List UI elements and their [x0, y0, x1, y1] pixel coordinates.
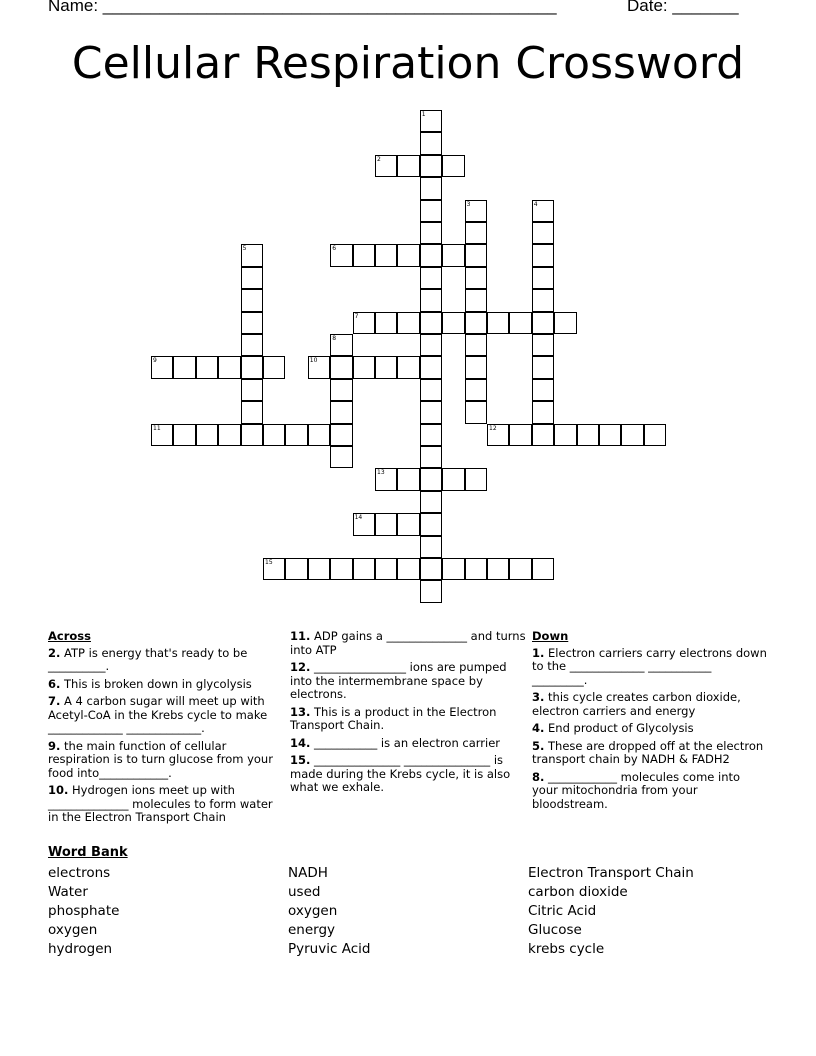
clue-number: 3	[466, 200, 471, 208]
grid-cell[interactable]	[532, 558, 554, 580]
grid-cell[interactable]	[532, 334, 554, 356]
grid-cell[interactable]	[218, 356, 240, 378]
clue-number: 15	[265, 559, 273, 566]
grid-cell[interactable]	[173, 356, 195, 378]
grid-cell[interactable]	[509, 558, 531, 580]
clue-down-4: 4. End product of Glycolysis	[532, 721, 694, 735]
grid-cell[interactable]	[330, 401, 352, 423]
grid-cell[interactable]	[397, 155, 419, 177]
word-bank-item: energy	[288, 922, 336, 938]
grid-cell[interactable]	[420, 244, 442, 266]
grid-cell[interactable]	[509, 312, 531, 334]
grid-cell[interactable]	[397, 244, 419, 266]
grid-cell[interactable]	[465, 401, 487, 423]
grid-cell[interactable]	[420, 536, 442, 558]
grid-cell[interactable]	[241, 401, 263, 423]
grid-cell[interactable]	[420, 513, 442, 535]
grid-cell[interactable]	[420, 424, 442, 446]
grid-cell[interactable]	[420, 558, 442, 580]
grid-cell[interactable]	[196, 424, 218, 446]
word-bank-heading: Word Bank	[48, 845, 128, 860]
word-bank-item: carbon dioxide	[528, 884, 628, 900]
grid-cell[interactable]	[420, 110, 442, 132]
grid-cell[interactable]	[532, 356, 554, 378]
grid-cell[interactable]	[465, 558, 487, 580]
grid-cell[interactable]	[532, 424, 554, 446]
grid-cell[interactable]	[353, 244, 375, 266]
clue-across-15: 15. _______________ _______________ is made during the Krebs cycle, it is also what we exhale.	[290, 753, 511, 794]
grid-cell[interactable]	[241, 356, 263, 378]
grid-cell[interactable]	[487, 312, 509, 334]
grid-cell[interactable]	[330, 558, 352, 580]
grid-cell[interactable]	[621, 424, 643, 446]
grid-cell[interactable]	[375, 513, 397, 535]
grid-cell[interactable]	[577, 424, 599, 446]
clue-number: 4	[533, 200, 538, 208]
grid-cell[interactable]	[420, 177, 442, 199]
grid-cell[interactable]	[308, 356, 330, 378]
word-bank-item: used	[288, 884, 321, 900]
page-title: Cellular Respiration Crossword	[71, 38, 745, 89]
grid-cell[interactable]	[599, 424, 621, 446]
grid-cell[interactable]	[442, 558, 464, 580]
grid-cell[interactable]	[241, 334, 263, 356]
grid-cell[interactable]	[420, 356, 442, 378]
grid-cell[interactable]	[375, 244, 397, 266]
clue-across-6: 6. This is broken down in glycolysis	[48, 676, 252, 691]
grid-cell[interactable]	[532, 289, 554, 311]
clue-down-5: 5. These are dropped off at the electron transport chain by NADH & FADH2	[532, 738, 764, 766]
grid-cell[interactable]	[420, 222, 442, 244]
grid-cell[interactable]	[375, 312, 397, 334]
grid-cell[interactable]	[353, 558, 375, 580]
grid-cell[interactable]	[420, 468, 442, 490]
grid-cell[interactable]	[330, 379, 352, 401]
grid-cell[interactable]	[420, 132, 442, 154]
grid-cell[interactable]	[465, 468, 487, 490]
grid-cell[interactable]	[330, 424, 352, 446]
grid-cell[interactable]	[532, 267, 554, 289]
grid-cell[interactable]	[330, 334, 352, 356]
grid-cell[interactable]	[532, 244, 554, 266]
clue-across-11: 11. ADP gains a ______________ and turns into ATP	[290, 629, 526, 657]
grid-cell[interactable]	[465, 356, 487, 378]
grid-cell[interactable]	[532, 401, 554, 423]
grid-cell[interactable]	[375, 356, 397, 378]
word-bank-item: Water	[48, 884, 88, 900]
grid-cell[interactable]	[375, 155, 397, 177]
grid-cell[interactable]	[465, 200, 487, 222]
across-heading: Across	[48, 629, 91, 643]
grid-cell[interactable]	[353, 356, 375, 378]
grid-cell[interactable]	[420, 289, 442, 311]
grid-cell[interactable]	[285, 424, 307, 446]
grid-cell[interactable]	[375, 558, 397, 580]
down-heading: Down	[532, 629, 569, 643]
word-bank-column-3	[528, 864, 694, 959]
grid-cell[interactable]	[308, 558, 330, 580]
grid-cell[interactable]	[487, 558, 509, 580]
grid-cell[interactable]	[263, 356, 285, 378]
grid-cell[interactable]	[196, 356, 218, 378]
clue-across-14: 14. ___________ is an electron carrier	[290, 735, 501, 750]
grid-cell[interactable]	[420, 491, 442, 513]
grid-cell[interactable]	[465, 289, 487, 311]
word-bank-item: Electron Transport Chain	[528, 865, 694, 881]
grid-cell[interactable]	[353, 312, 375, 334]
word-bank-column-2	[288, 864, 370, 959]
grid-cell[interactable]	[397, 356, 419, 378]
grid-cell[interactable]	[465, 267, 487, 289]
word-bank-item: hydrogen	[48, 941, 113, 957]
clue-number: 5	[242, 245, 247, 253]
word-bank-item: Citric Acid	[528, 903, 597, 919]
grid-cell[interactable]	[465, 244, 487, 266]
clue-number: 2	[377, 155, 381, 163]
grid-cell[interactable]	[532, 200, 554, 222]
grid-cell[interactable]	[509, 424, 531, 446]
clue-number: 7	[354, 312, 359, 320]
clue-down-1: 1. Electron carriers carry electrons down to the _____________ ___________ _________.	[532, 645, 767, 687]
grid-cell[interactable]	[420, 446, 442, 468]
grid-cell[interactable]	[487, 424, 509, 446]
grid-cell[interactable]	[420, 155, 442, 177]
grid-cell[interactable]	[532, 312, 554, 334]
grid-cell[interactable]	[420, 580, 442, 602]
clue-number: 8	[332, 335, 337, 342]
grid-cell[interactable]	[308, 424, 330, 446]
grid-cell[interactable]	[353, 513, 375, 535]
grid-cell[interactable]	[442, 155, 464, 177]
grid-cell[interactable]	[375, 468, 397, 490]
grid-cell[interactable]	[151, 424, 173, 446]
word-bank-item: Glucose	[528, 922, 582, 938]
grid-cell[interactable]	[218, 424, 240, 446]
grid-cell[interactable]	[285, 558, 307, 580]
clue-across-10: 10. Hydrogen ions meet up with ______________ molecules to form water in the Electron Transport Chain	[48, 783, 273, 824]
grid-cell[interactable]	[420, 334, 442, 356]
grid-cell[interactable]	[241, 312, 263, 334]
grid-cell[interactable]	[420, 267, 442, 289]
grid-cell[interactable]	[241, 379, 263, 401]
word-bank-item: phosphate	[48, 903, 120, 919]
grid-cell[interactable]	[532, 379, 554, 401]
grid-cell[interactable]	[442, 468, 464, 490]
across-clues-column-1	[48, 630, 284, 829]
word-bank-item: Pyruvic Acid	[288, 941, 371, 957]
grid-cell[interactable]	[644, 424, 666, 446]
grid-cell[interactable]	[397, 468, 419, 490]
clue-number: 14	[354, 514, 363, 522]
word-bank-item: oxygen	[288, 903, 338, 919]
grid-cell[interactable]	[465, 334, 487, 356]
grid-cell[interactable]	[554, 424, 576, 446]
clue-across-12: 12. ________________ ions are pumped into the intermembrane space by electrons.	[290, 660, 507, 701]
grid-cell[interactable]	[173, 424, 195, 446]
grid-cell[interactable]	[420, 401, 442, 423]
clue-across-2: 2. ATP is energy that's ready to be __________.	[48, 645, 248, 673]
clue-number: 12	[489, 424, 497, 432]
word-bank-item: electrons	[48, 865, 111, 881]
grid-cell[interactable]	[330, 356, 352, 378]
grid-cell[interactable]	[532, 222, 554, 244]
grid-cell[interactable]	[241, 267, 263, 289]
grid-cell[interactable]	[263, 424, 285, 446]
word-bank-item: NADH	[288, 865, 328, 881]
grid-cell[interactable]	[397, 558, 419, 580]
word-bank-column-1	[48, 864, 119, 959]
grid-cell[interactable]	[330, 244, 352, 266]
grid-cell[interactable]	[442, 312, 464, 334]
clue-number: 10	[309, 357, 318, 365]
date-field-label: Date: _______	[627, 0, 739, 15]
word-bank-item: krebs cycle	[528, 941, 605, 957]
grid-cell[interactable]	[465, 222, 487, 244]
grid-cell[interactable]	[241, 244, 263, 266]
grid-cell[interactable]	[263, 558, 285, 580]
grid-cell[interactable]	[420, 379, 442, 401]
word-bank-item: oxygen	[48, 922, 98, 938]
clue-number: 13	[377, 469, 385, 477]
down-clues-column	[532, 630, 768, 815]
grid-cell[interactable]	[241, 424, 263, 446]
grid-cell[interactable]	[151, 356, 173, 378]
clue-down-3: 3. this cycle creates carbon dioxide, electron carriers and energy	[532, 690, 741, 718]
clue-number: 6	[332, 245, 337, 253]
grid-cell[interactable]	[420, 312, 442, 334]
grid-cell[interactable]	[465, 379, 487, 401]
grid-cell[interactable]	[330, 446, 352, 468]
grid-cell[interactable]	[420, 200, 442, 222]
clue-number: 1	[421, 111, 426, 118]
grid-cell[interactable]	[397, 513, 419, 535]
grid-cell[interactable]	[465, 312, 487, 334]
grid-cell[interactable]	[442, 244, 464, 266]
grid-cell[interactable]	[397, 312, 419, 334]
clue-across-9: 9. the main function of cellular respiration is to turn glucose from your food into____________.	[48, 738, 273, 780]
clue-number: 11	[153, 424, 161, 432]
grid-cell[interactable]	[554, 312, 576, 334]
clue-across-13: 13. This is a product in the Electron Transport Chain.	[290, 704, 497, 732]
name-field-label: Name: ________________________________________________	[48, 0, 557, 15]
clue-number: 9	[153, 357, 157, 365]
clue-across-7: 7. A 4 carbon sugar will meet up with Acetyl-CoA in the Krebs cycle to make _____________ _____________.	[48, 694, 268, 735]
grid-cell[interactable]	[241, 289, 263, 311]
across-clues-column-2	[290, 630, 526, 799]
clue-down-8: 8. ____________ molecules come into your mitochondria from your bloodstream.	[532, 769, 741, 811]
